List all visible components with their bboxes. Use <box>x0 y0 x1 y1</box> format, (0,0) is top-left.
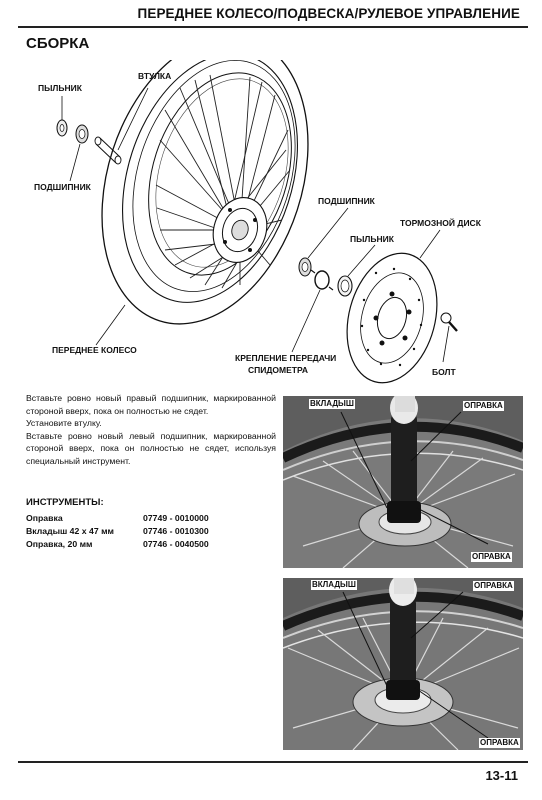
tool-code: 07746 - 0010300 <box>143 525 209 536</box>
photo-illustration <box>283 396 523 568</box>
photo-installing-right-bearing <box>283 396 523 568</box>
tools-table <box>26 511 209 550</box>
tool-row <box>26 511 209 524</box>
footer-divider <box>18 761 528 763</box>
instruction-step: Установите втулку. <box>26 418 102 429</box>
exploded-wheel-diagram <box>0 60 542 390</box>
page-header-title: ПЕРЕДНЕЕ КОЛЕСО/ПОДВЕСКА/РУЛЕВОЕ УПРАВЛЕНИЕ <box>137 6 520 21</box>
label-bushing: ВТУЛКА <box>138 71 172 81</box>
label-bearing-left: ПОДШИПНИК <box>34 182 91 192</box>
photo-label-attachment: ВКЛАДЫШ <box>312 580 356 589</box>
header-divider <box>18 26 528 28</box>
tool-code: 07749 - 0010000 <box>143 512 209 523</box>
photo-label-driver: ОПРАВКА <box>472 552 511 561</box>
label-bearing-right: ПОДШИПНИК <box>318 196 375 206</box>
label-speedometer-retainer-line1: КРЕПЛЕНИЕ ПЕРЕДАЧИ <box>235 353 337 363</box>
tool-code: 07746 - 0040500 <box>143 538 209 549</box>
label-brake-disc: ТОРМОЗНОЙ ДИСК <box>400 218 481 228</box>
tool-name: Оправка <box>26 512 63 523</box>
instruction-step: Вставьте ровно новый левый подшипник, маркированной стороной вверх, пока он полностью не сядет, используя специальный инструмент. <box>26 430 276 466</box>
photo-label-driver: ОПРАВКА <box>464 401 503 410</box>
label-dust-seal-left: ПЫЛЬНИК <box>38 83 82 93</box>
instructions-block <box>26 392 276 468</box>
label-speedometer-retainer-line2: СПИДОМЕТРА <box>248 365 309 375</box>
tools-heading: ИНСТРУМЕНТЫ: <box>26 497 104 508</box>
photo-label-driver: ОПРАВКА <box>474 581 513 590</box>
label-front-wheel: ПЕРЕДНЕЕ КОЛЕСО <box>52 345 137 355</box>
instruction-step: Вставьте ровно новый правый подшипник, маркированной стороной вверх, пока он полностью не сядет. <box>26 393 276 416</box>
speedometer-retainer <box>315 271 329 289</box>
photo-illustration <box>283 578 523 750</box>
section-title: СБОРКА <box>26 35 90 52</box>
tire <box>67 60 343 351</box>
bushing <box>95 137 121 164</box>
label-dust-seal-right: ПЫЛЬНИК <box>350 234 394 244</box>
photo-label-driver: ОПРАВКА <box>480 738 519 747</box>
page-number: 13-11 <box>485 768 518 783</box>
label-bolt: БОЛТ <box>432 367 456 377</box>
photo-installing-left-bearing <box>283 578 523 750</box>
tool-name: Оправка, 20 мм <box>26 538 93 549</box>
tool-name: Вкладыш 42 х 47 мм <box>26 525 114 536</box>
photo-label-attachment: ВКЛАДЫШ <box>310 399 354 408</box>
tool-row <box>26 537 209 550</box>
tool-row <box>26 524 209 537</box>
